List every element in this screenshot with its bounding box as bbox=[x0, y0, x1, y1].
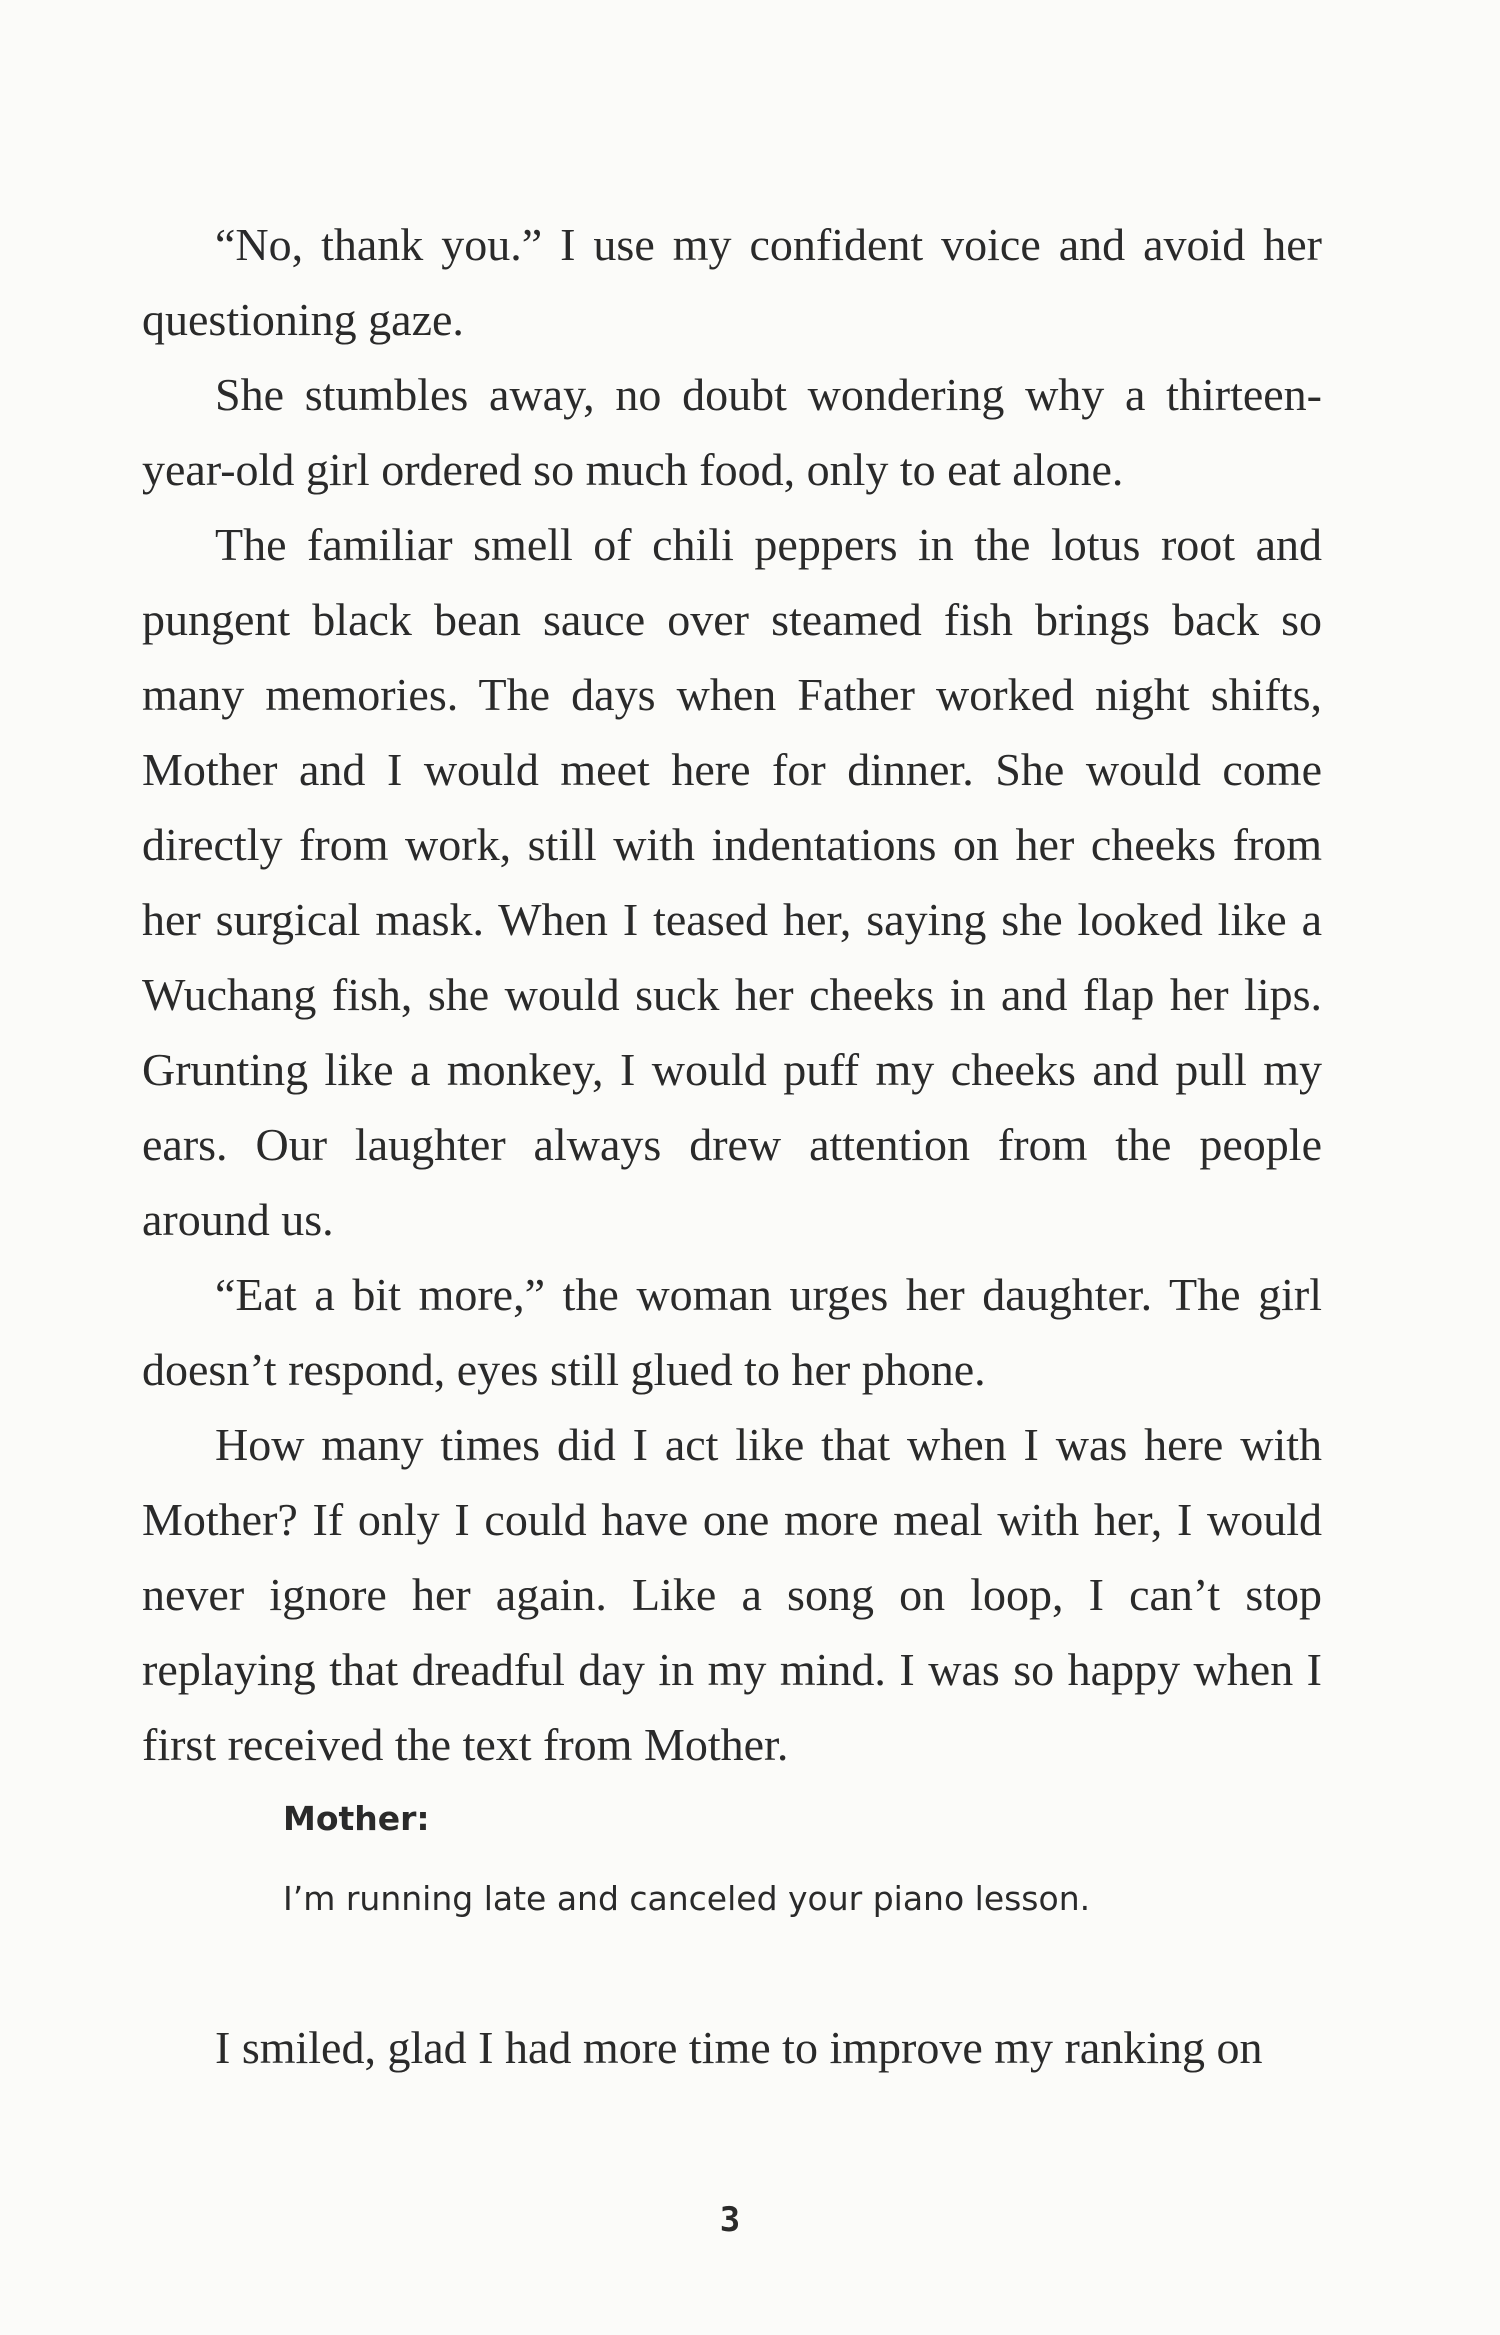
message-sender: Mother: bbox=[283, 1799, 430, 1838]
paragraph: “Eat a bit more,” the woman urges her daughter. The girl doesn’t respond, eyes still glued to her phone. bbox=[142, 1269, 1322, 1395]
paragraph: The familiar smell of chili peppers in the lotus root and pungent black bean sauce over steamed fish brings back so many memories. The days when Father worked night shifts, Mother and I would meet here for dinner. She would come directly from work, still with indentations on her cheeks from her surgical mask. When I teased her, saying she looked like a Wuchang fish, she would suck her cheeks in and flap her lips. Grunting like a monkey, I would puff my cheeks and pull my ears. Our laughter always drew attention from the people around us. bbox=[142, 519, 1322, 1245]
page-number: 3 bbox=[719, 2200, 741, 2240]
paragraph: She stumbles away, no doubt wondering why a thirteen-year-old girl ordered so much food, only to eat alone. bbox=[142, 369, 1322, 495]
paragraph: “No, thank you.” I use my confident voice and avoid her questioning gaze. bbox=[142, 219, 1322, 345]
body-text-top bbox=[142, 207, 1322, 1782]
body-text-bottom bbox=[142, 2010, 1322, 2085]
paragraph: I smiled, glad I had more time to improve my ranking on bbox=[215, 2022, 1263, 2073]
message-body: I’m running late and canceled your piano lesson. bbox=[283, 1879, 1091, 1918]
paragraph: How many times did I act like that when I was here with Mother? If only I could have one more meal with her, I would never ignore her again. Like a song on loop, I can’t stop replaying that dreadful day in my mind. I was so happy when I first received the text from Mother. bbox=[142, 1419, 1322, 1770]
text-message bbox=[283, 1797, 1283, 1921]
